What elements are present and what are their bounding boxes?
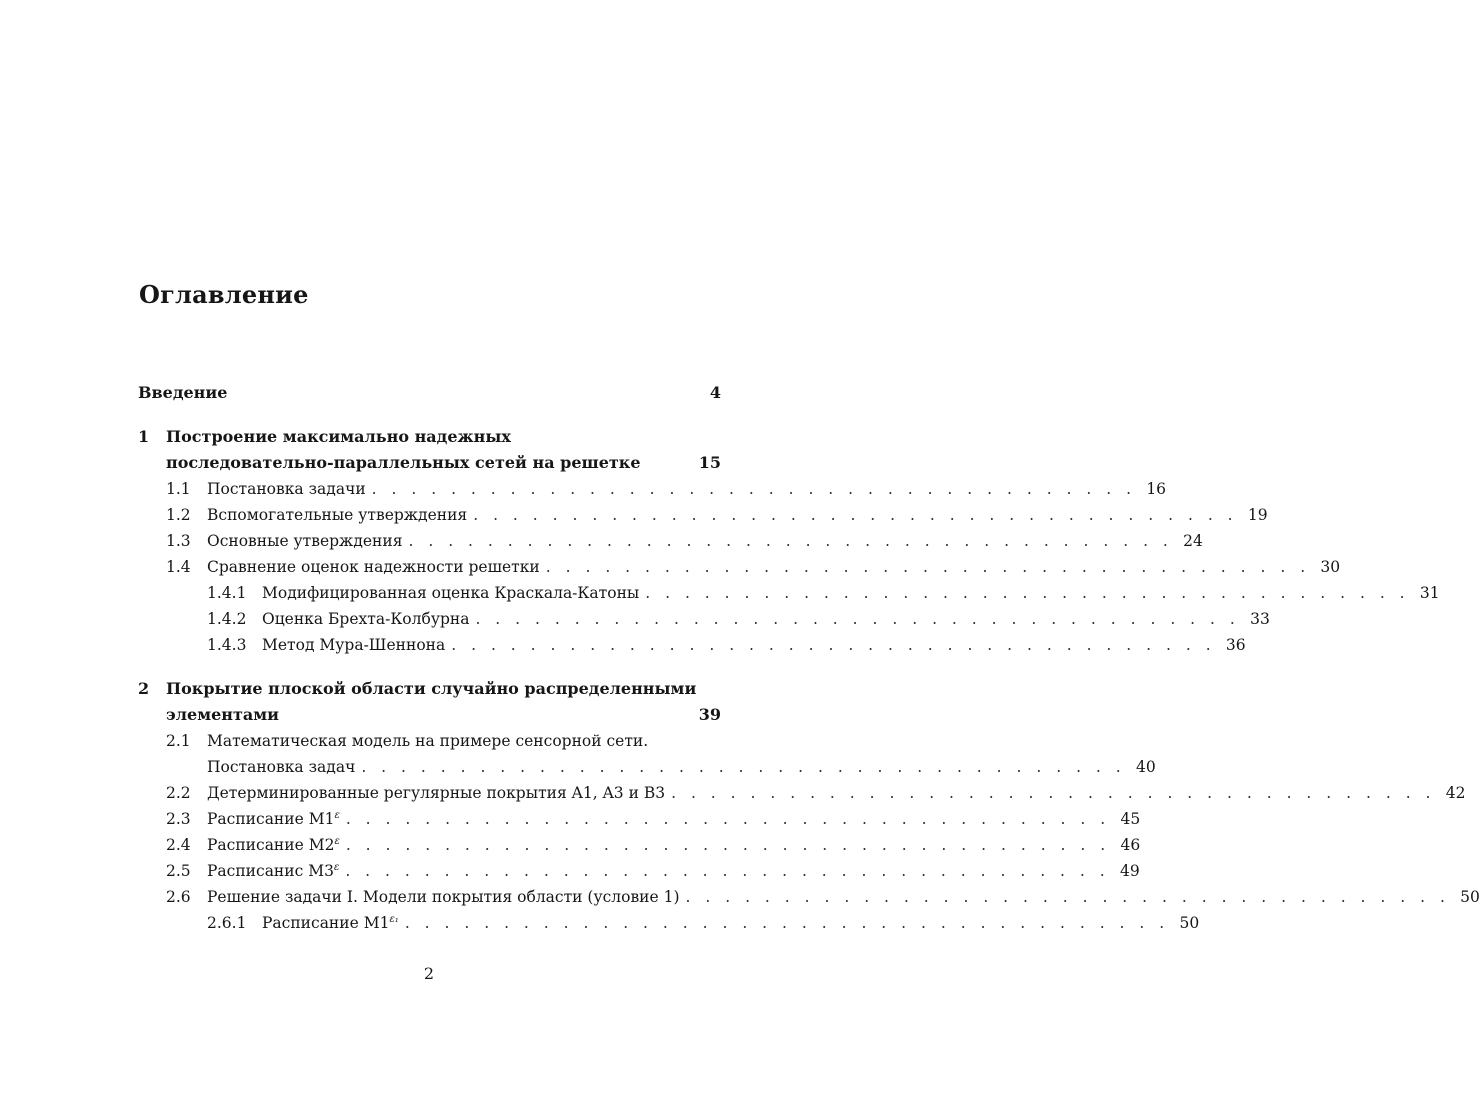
toc-section-1-3[interactable] (138, 528, 1203, 554)
toc-section-1-1[interactable] (138, 476, 1167, 502)
toc-entry-text: Математическая модель на примере сенсорной сети. (207, 732, 649, 750)
toc-entry-intro[interactable] (138, 380, 721, 406)
toc-subsection-1-4-2[interactable] (138, 606, 1270, 632)
toc-entry-text: Покрытие плоской области случайно распределенными (166, 679, 697, 698)
toc-leader: . . . . . . . . . . . . . . . . . . . . . . . . . . . . . . . . . . . . . . . (545, 558, 1311, 576)
toc-subsection-number: 1.4.2 (207, 610, 247, 628)
toc-entry-text: Детерминированные регулярные покрытия A1, A3 и B3 (207, 784, 666, 802)
toc-entry-text: Постановка задач (207, 758, 356, 776)
toc-entry-text: Вспомогательные утверждения (207, 506, 468, 524)
toc-page-number: 50 (1179, 914, 1200, 932)
toc-superscript: ε (334, 810, 340, 821)
toc-superscript: ε (334, 836, 340, 847)
toc-page-number: 49 (1119, 862, 1140, 880)
toc-page-number: 50 (1460, 888, 1480, 906)
toc-page-number: 40 (1135, 758, 1156, 776)
toc-section-number: 2.2 (166, 784, 191, 802)
toc-leader: . . . . . . . . . . . . . . . . . . . . . . . . . . . . . . . . . . . . . . . (408, 532, 1173, 550)
toc-chapter-2-line1[interactable] (138, 676, 721, 702)
toc-entry-text: Построение максимально надежных (166, 427, 511, 446)
toc-entry-text: Решение задачи I. Модели покрытия области (условие 1) (207, 888, 680, 906)
toc-subsection-number: 1.4.1 (207, 584, 247, 602)
toc-leader: . . . . . . . . . . . . . . . . . . . . . . . . . . . . . . . . . . . . . . . (475, 610, 1240, 628)
toc-entry-label: Расписание M2 (207, 836, 335, 854)
toc-page-number: 19 (1247, 506, 1268, 524)
toc-section-2-4[interactable] (138, 832, 1141, 858)
toc-entry-text: Оценка Брехта-Колбурна (262, 610, 470, 628)
toc-section-2-1-line2[interactable] (138, 754, 1156, 780)
toc-section-number: 2.4 (166, 836, 191, 854)
toc-subsection-1-4-3[interactable] (138, 632, 1246, 658)
toc-section-2-6[interactable] (138, 884, 1480, 910)
toc-leader: . . . . . . . . . . . . . . . . . . . . . . . . . . . . . . . . . . . . . . . (671, 784, 1436, 802)
toc-section-1-2[interactable] (138, 502, 1268, 528)
toc-entry-text (207, 832, 340, 858)
toc-page-number: 4 (709, 383, 721, 402)
toc-leader: . . . . . . . . . . . . . . . . . . . . . . . . . . . . . . . . . . . . . . . (451, 636, 1216, 654)
toc-leader: . . . . . . . . . . . . . . . . . . . . . . . . . . . . . . . . . . . . . . . (345, 862, 1110, 880)
toc-entry-text (262, 910, 399, 936)
toc-section-number: 1.1 (166, 480, 191, 498)
toc-page-number: 31 (1419, 584, 1440, 602)
toc-chapter-1-line2[interactable] (138, 450, 721, 476)
toc-page-number: 33 (1250, 610, 1270, 628)
toc-subsection-1-4-1[interactable] (138, 580, 1440, 606)
toc-entry-label: Расписание M1 (262, 914, 390, 932)
toc-section-1-4[interactable] (138, 554, 1341, 580)
toc-chapter-2-line2[interactable] (138, 702, 721, 728)
toc-entry-text (207, 806, 340, 832)
toc-section-number: 2.5 (166, 862, 191, 880)
page-title: Оглавление (139, 280, 309, 309)
toc-page-number: 30 (1320, 558, 1341, 576)
toc-entry-text: элементами (166, 705, 280, 724)
toc-chapter-number: 1 (138, 427, 150, 446)
toc-leader: . . . . . . . . . . . . . . . . . . . . . . . . . . . . . . . . . . . . . . . (645, 584, 1410, 602)
toc-page-number: 46 (1120, 836, 1141, 854)
toc-section-2-5[interactable] (138, 858, 1140, 884)
toc-leader: . . . . . . . . . . . . . . . . . . . . . . . . . . . . . . . . . . . . . . . (473, 506, 1238, 524)
toc-leader: . . . . . . . . . . . . . . . . . . . . . . . . . . . . . . . . . . . . . . . (404, 914, 1170, 932)
toc-section-number: 1.3 (166, 532, 191, 550)
toc-page-number: 36 (1225, 636, 1246, 654)
toc-section-number: 2.1 (166, 732, 191, 750)
toc-section-2-2[interactable] (138, 780, 1466, 806)
toc-entry-label: Расписанис M3 (207, 862, 334, 880)
toc-entry-text: последовательно-параллельных сетей на решетке (166, 453, 641, 472)
toc-section-number: 1.2 (166, 506, 191, 524)
toc-section-number: 2.6 (166, 888, 191, 906)
toc-entry-text: Метод Мура-Шеннона (262, 636, 446, 654)
toc-leader: . . . . . . . . . . . . . . . . . . . . . . . . . . . . . . . . . . . . . . . (345, 810, 1111, 828)
toc-entry-label: Расписание M1 (207, 810, 335, 828)
toc-page-number: 42 (1445, 784, 1466, 802)
toc-leader: . . . . . . . . . . . . . . . . . . . . . . . . . . . . . . . . . . . . . . . (345, 836, 1111, 854)
toc-entry-text: Введение (138, 383, 228, 402)
toc-section-2-3[interactable] (138, 806, 1141, 832)
page-number: 2 (423, 964, 435, 983)
toc-leader: . . . . . . . . . . . . . . . . . . . . . . . . . . . . . . . . . . . . . . . (685, 888, 1450, 906)
toc-subsection-2-6-1[interactable] (138, 910, 1200, 936)
toc-entry-text: Сравнение оценок надежности решетки (207, 558, 540, 576)
toc-section-2-1-line1[interactable] (138, 728, 721, 754)
toc-superscript: ε (333, 862, 340, 873)
toc-entry-text: Постановка задачи (207, 480, 366, 498)
toc-page-number: 24 (1183, 532, 1203, 550)
toc-entry-text: Основные утверждения (207, 532, 403, 550)
toc-page-number: 45 (1120, 810, 1141, 828)
toc-section-number: 1.4 (166, 558, 191, 576)
toc-page-number: 16 (1146, 480, 1167, 498)
table-of-contents (138, 380, 1480, 936)
toc-chapter-number: 2 (138, 679, 150, 698)
toc-section-number: 2.3 (166, 810, 191, 828)
toc-entry-text (207, 858, 339, 884)
toc-entry-text: Модифицированная оценка Краскала-Катоны (262, 584, 640, 602)
toc-subsection-number: 1.4.3 (207, 636, 247, 654)
toc-leader: . . . . . . . . . . . . . . . . . . . . . . . . . . . . . . . . . . . . . . . (371, 480, 1137, 498)
toc-page-number: 15 (698, 453, 721, 472)
toc-leader: . . . . . . . . . . . . . . . . . . . . . . . . . . . . . . . . . . . . . . . (361, 758, 1126, 776)
toc-page-number: 39 (698, 705, 721, 724)
toc-chapter-1-line1[interactable] (138, 424, 721, 450)
toc-subsection-number: 2.6.1 (207, 914, 247, 932)
toc-superscript: ε₁ (389, 914, 399, 925)
